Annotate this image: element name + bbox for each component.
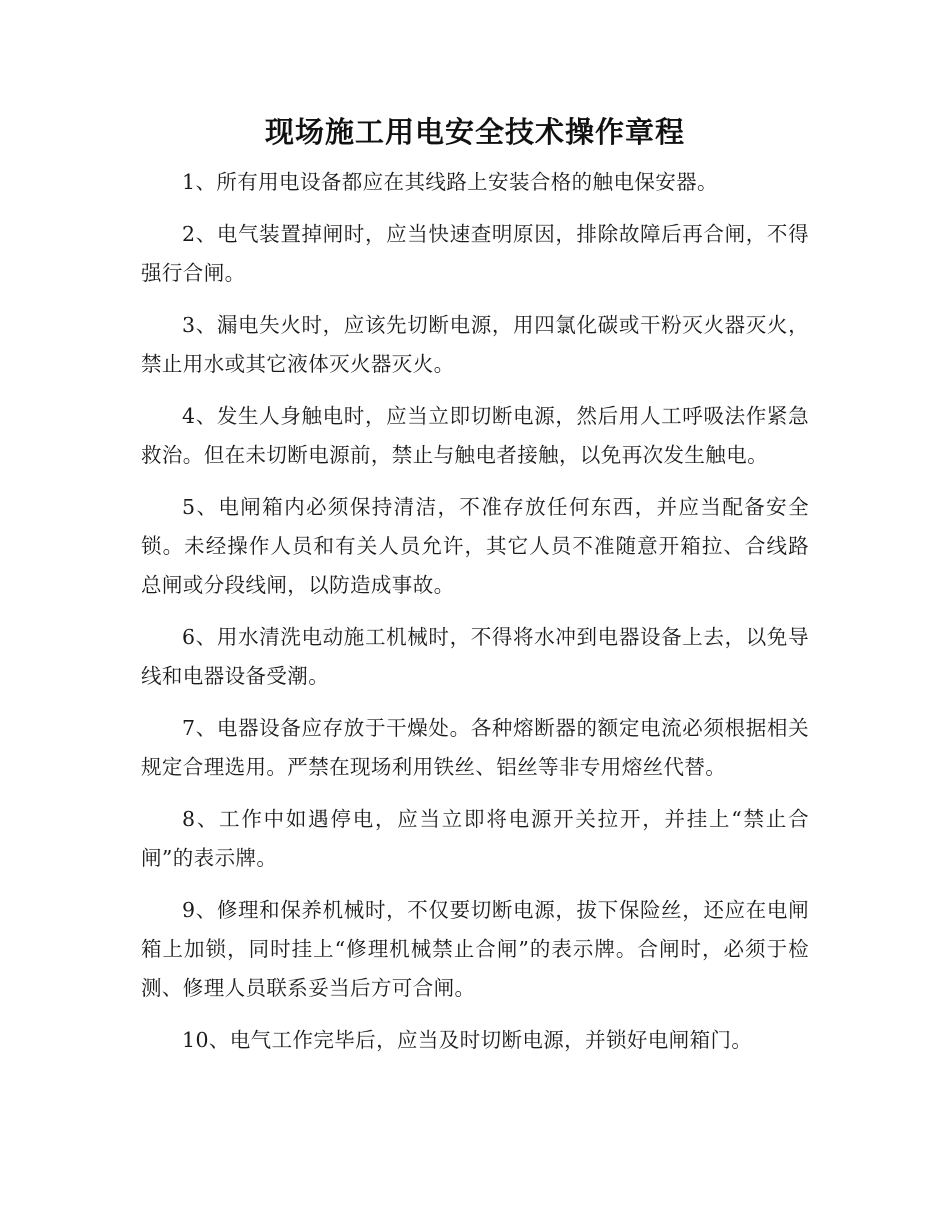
paragraph-7: 7、电器设备应存放于干燥处。各种熔断器的额定电流必须根据相关规定合理选用。严禁在现场利用铁丝、铝丝等非专用熔丝代替。 (141, 716, 809, 779)
paragraph-8: 8、工作中如遇停电，应当立即将电源开关拉开，并挂上“禁止合闸”的表示牌。 (141, 807, 809, 870)
paragraph-1: 1、所有用电设备都应在其线路上安装合格的触电保安器。 (182, 170, 718, 194)
paragraph-6: 6、用水清洗电动施工机械时，不得将水冲到电器设备上去，以免导线和电器设备受潮。 (141, 625, 809, 688)
paragraph-4: 4、发生人身触电时，应当立即切断电源，然后用人工呼吸法作紧急救治。但在未切断电源前，禁止与触电者接触，以免再次发生触电。 (141, 404, 809, 467)
document-title: 现场施工用电安全技术操作章程 (264, 115, 685, 149)
paragraph-10: 10、电气工作完毕后，应当及时切断电源，并锁好电闸箱门。 (182, 1028, 753, 1052)
paragraph-9: 9、修理和保养机械时，不仅要切断电源，拔下保险丝，还应在电闸箱上加锁，同时挂上“修理机械禁止合闸”的表示牌。合闸时，必须于检测、修理人员联系妥当后方可合闸。 (141, 898, 809, 1000)
paragraph-2: 2、电气装置掉闸时，应当快速查明原因，排除故障后再合闸，不得强行合闸。 (141, 222, 809, 285)
paragraph-5: 5、电闸箱内必须保持清洁，不准存放任何东西，并应当配备安全锁。未经操作人员和有关人员允许，其它人员不准随意开箱拉、合线路总闸或分段线闸，以防造成事故。 (141, 495, 809, 597)
document-body (141, 163, 809, 1073)
paragraph-3: 3、漏电失火时，应该先切断电源，用四氯化碳或干粉灭火器灭火，禁止用水或其它液体灭火器灭火。 (141, 313, 809, 376)
